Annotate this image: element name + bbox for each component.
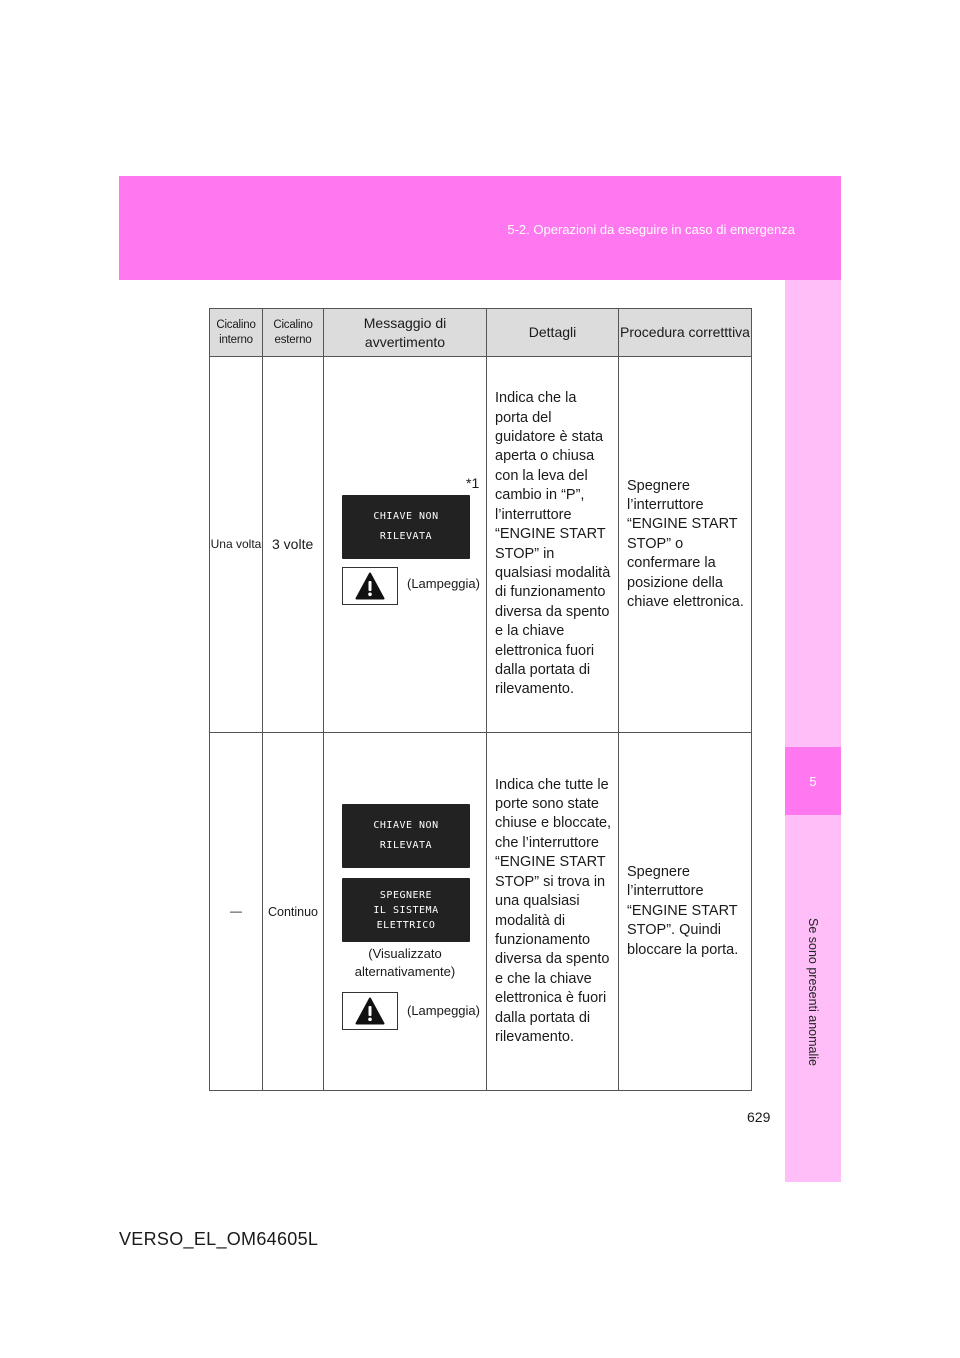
display-screen-key-not-detected: [342, 495, 470, 559]
cell-warning-message: [324, 357, 487, 733]
warning-triangle-icon: [355, 997, 385, 1025]
screen-line: RILEVATA: [379, 531, 433, 542]
screen-line: IL SISTEMA: [373, 904, 439, 916]
warning-triangle-icon: [355, 572, 385, 600]
cell-procedure: Spegnere l’interruttore “ENGINE START STOP”. Quindi bloccare la porta.: [619, 733, 752, 1091]
cell-procedure: Spegnere l’interruttore “ENGINE START STOP” o confermare la posizione della chiave elettronica.: [619, 357, 752, 733]
table-row: [210, 357, 752, 733]
table-row: [210, 733, 752, 1091]
header-warning-message: Messaggio di avvertimento: [324, 309, 487, 357]
blink-label: (Lampeggia): [407, 576, 480, 591]
cell-internal-buzzer: —: [210, 733, 263, 1091]
warning-light-box: [342, 567, 398, 605]
screen-line: RILEVATA: [379, 840, 433, 851]
header-details: Dettagli: [487, 309, 619, 357]
alternating-display-note: (Visualizzato alternativamente): [354, 946, 456, 979]
header-procedure: Procedura corretttiva: [619, 309, 752, 357]
cell-warning-message: [324, 733, 487, 1091]
page-number: 629: [747, 1109, 771, 1125]
screen-line: SPEGNERE: [379, 889, 433, 901]
warning-table: [209, 308, 752, 1091]
cell-external-buzzer: 3 volte: [263, 357, 324, 733]
header-external-buzzer: Cicalino esterno: [263, 309, 324, 357]
section-title: 5-2. Operazioni da eseguire in caso di emergenza: [507, 222, 795, 237]
document-code: VERSO_EL_OM64605L: [119, 1229, 319, 1249]
chapter-number: 5: [785, 747, 841, 815]
warning-light-box: [342, 992, 398, 1030]
screen-line: CHIAVE NON: [373, 511, 439, 522]
cell-details: Indica che tutte le porte sono state chiuse e bloccate, che l’interruttore “ENGINE START STOP” si trova in una qualsiasi modalità di funzionamento diversa da spento e che la chiave elettronica è fuori dalla portata di rilevamento.: [487, 733, 619, 1091]
cell-details: Indica che la porta del guidatore è stata aperta o chiusa con la leva del cambio in “P”, l’interruttore “ENGINE START STOP” in qualsiasi modalità di funzionamento diversa da spento e la chiave elettronica fuori dalla portata di rilevamento.: [487, 357, 619, 733]
screen-line: CHIAVE NON: [373, 820, 439, 831]
display-screen-key-not-detected: [342, 804, 470, 868]
chapter-side-tab: [785, 280, 841, 1182]
screen-line: ELETTRICO: [376, 919, 436, 931]
footnote-marker: *1: [466, 475, 480, 491]
table-header-row: [210, 309, 752, 357]
chapter-title: Se sono presenti anomalie: [806, 917, 820, 1067]
display-screen-turn-off-system: [342, 878, 470, 942]
section-header-band: [119, 176, 841, 280]
header-internal-buzzer: Cicalino interno: [210, 309, 263, 357]
blink-label: (Lampeggia): [407, 1003, 480, 1018]
cell-external-buzzer: Continuo: [263, 733, 324, 1091]
cell-internal-buzzer: Una volta: [210, 357, 263, 733]
